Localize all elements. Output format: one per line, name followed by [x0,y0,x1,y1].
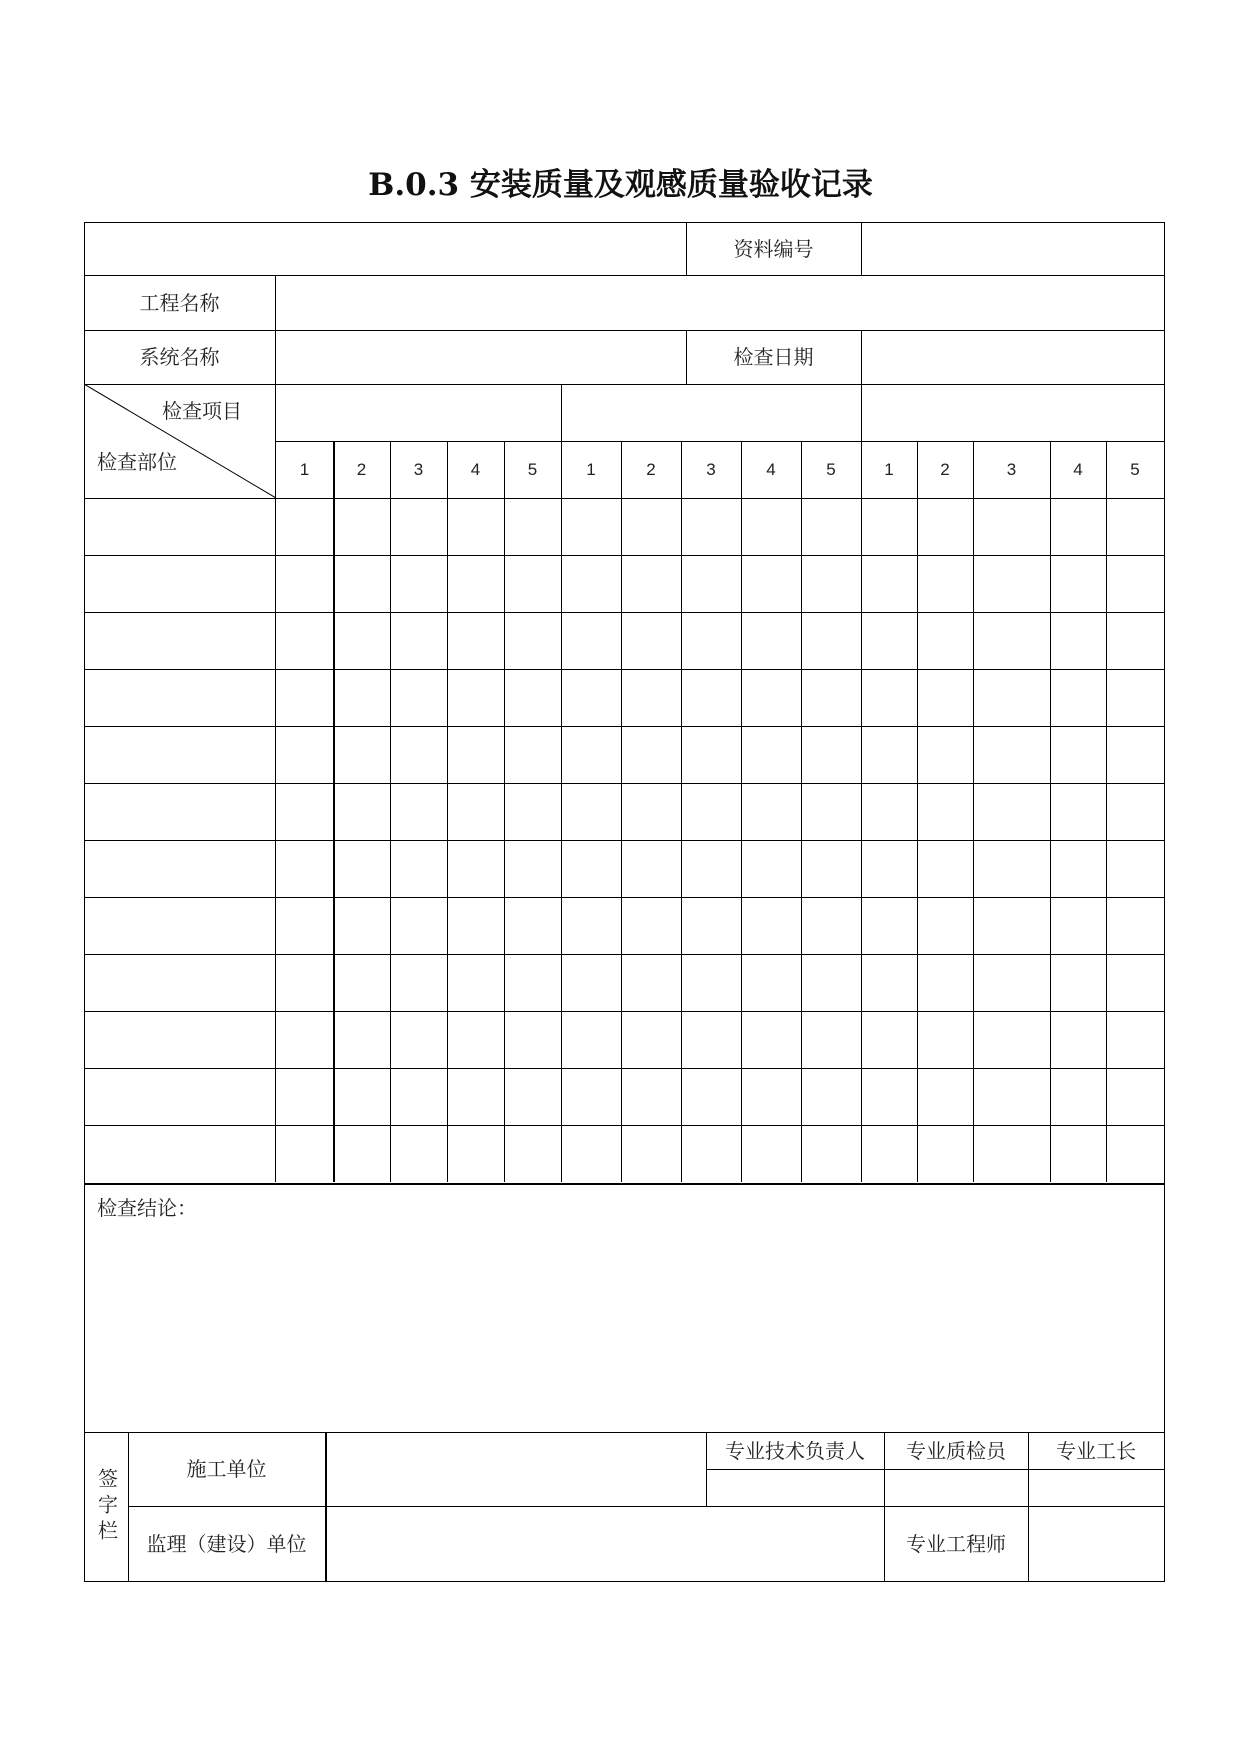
check-cell[interactable] [974,556,1050,612]
project-name-label: 工程名称 [139,290,220,315]
check-cell[interactable] [1107,784,1164,840]
check-cell[interactable] [391,955,447,1011]
check-cell[interactable] [562,670,621,726]
check-cell[interactable] [562,556,621,612]
check-cell[interactable] [682,613,741,669]
check-cell[interactable] [622,898,681,954]
check-cell[interactable] [505,499,561,555]
check-cell[interactable] [682,499,741,555]
check-cell[interactable] [1051,1126,1106,1182]
check-cell[interactable] [448,727,504,783]
check-cell[interactable] [276,556,333,612]
check-cell[interactable] [505,1069,561,1125]
check-cell[interactable] [562,613,621,669]
check-cell[interactable] [918,1012,973,1068]
check-cell[interactable] [1051,499,1106,555]
check-cell[interactable] [391,1069,447,1125]
check-cell[interactable] [862,670,917,726]
sub-number: 5 [1130,460,1140,479]
check-cell[interactable] [1051,1012,1106,1068]
check-cell[interactable] [742,898,801,954]
check-cell[interactable] [391,613,447,669]
check-cell[interactable] [334,613,390,669]
check-cell[interactable] [1051,556,1106,612]
check-cell[interactable] [622,1069,681,1125]
check-cell[interactable] [391,841,447,897]
conclusion-field[interactable] [85,1220,1163,1430]
check-cell[interactable] [742,955,801,1011]
check-cell[interactable] [562,1069,621,1125]
check-cell[interactable] [505,556,561,612]
location-cell[interactable] [85,727,275,783]
check-cell[interactable] [742,727,801,783]
check-cell[interactable] [276,727,333,783]
check-cell[interactable] [918,1126,973,1182]
check-cell[interactable] [862,1126,917,1182]
foreman-label: 专业工长 [1056,1438,1136,1463]
sub-number: 1 [586,460,596,479]
signature-section-label: 签字栏 [94,1468,119,1546]
check-cell[interactable] [742,841,801,897]
check-cell[interactable] [334,499,390,555]
construction-unit-field[interactable] [327,1433,705,1506]
check-cell[interactable] [622,1126,681,1182]
check-cell[interactable] [802,955,861,1011]
check-cell[interactable] [622,670,681,726]
check-cell[interactable] [742,1069,801,1125]
check-cell[interactable] [276,613,333,669]
check-cell[interactable] [862,955,917,1011]
check-cell[interactable] [448,784,504,840]
check-cell[interactable] [1051,898,1106,954]
check-cell[interactable] [334,784,390,840]
check-cell[interactable] [562,955,621,1011]
check-cell[interactable] [974,898,1050,954]
tech-lead-signature[interactable] [707,1470,884,1506]
check-cell[interactable] [334,1012,390,1068]
check-cell[interactable] [505,1012,561,1068]
check-cell[interactable] [742,499,801,555]
check-cell[interactable] [276,670,333,726]
sub-number: 1 [299,460,310,479]
engineer-signature[interactable] [1029,1507,1164,1581]
check-cell[interactable] [276,1012,333,1068]
check-cell[interactable] [802,670,861,726]
supervision-unit-label: 监理（建设）单位 [146,1531,307,1556]
check-cell[interactable] [802,784,861,840]
location-cell[interactable] [85,1069,275,1125]
check-cell[interactable] [742,1012,801,1068]
conclusion-label: 检查结论： [97,1196,197,1220]
system-name-field[interactable] [276,331,686,384]
check-cell[interactable] [622,556,681,612]
check-cell[interactable] [918,898,973,954]
check-cell[interactable] [974,1012,1050,1068]
check-cell[interactable] [562,784,621,840]
check-cell[interactable] [448,556,504,612]
check-cell[interactable] [974,1069,1050,1125]
check-cell[interactable] [862,898,917,954]
location-cell[interactable] [85,613,275,669]
check-cell[interactable] [391,499,447,555]
check-cell[interactable] [918,556,973,612]
check-cell[interactable] [334,955,390,1011]
check-cell[interactable] [1051,727,1106,783]
check-cell[interactable] [448,499,504,555]
item-group-1[interactable] [276,385,560,441]
check-cell[interactable] [862,1012,917,1068]
sub-number: 3 [413,460,424,479]
check-cell[interactable] [1107,556,1164,612]
check-cell[interactable] [802,727,861,783]
sub-number: 2 [646,460,656,479]
check-cell[interactable] [622,1012,681,1068]
sub-number: 1 [884,460,894,479]
check-cell[interactable] [391,1126,447,1182]
check-cell[interactable] [505,727,561,783]
check-cell[interactable] [918,955,973,1011]
check-cell[interactable] [682,727,741,783]
check-cell[interactable] [682,1126,741,1182]
check-cell[interactable] [862,499,917,555]
sub-number: 4 [1073,460,1083,479]
check-cell[interactable] [1107,1012,1164,1068]
check-cell[interactable] [974,1126,1050,1182]
sub-number: 2 [356,460,367,479]
check-cell[interactable] [622,499,681,555]
quality-inspector-label: 专业质检员 [906,1438,1006,1463]
check-cell[interactable] [974,841,1050,897]
sub-number: 4 [766,460,776,479]
check-cell[interactable] [918,499,973,555]
check-cell[interactable] [918,613,973,669]
check-cell[interactable] [562,727,621,783]
check-cell[interactable] [505,784,561,840]
check-cell[interactable] [742,613,801,669]
check-cell[interactable] [1051,670,1106,726]
check-cell[interactable] [334,841,390,897]
page-title: B.0.3 安装质量及观感质量验收记录 [368,167,873,203]
check-cell[interactable] [1107,613,1164,669]
check-cell[interactable] [1051,955,1106,1011]
check-cell[interactable] [334,556,390,612]
check-cell[interactable] [391,727,447,783]
project-name-field[interactable] [276,276,1164,330]
quality-inspector-signature[interactable] [885,1470,1028,1506]
check-cell[interactable] [505,841,561,897]
sub-number: 3 [1006,460,1017,479]
check-cell[interactable] [505,670,561,726]
check-cell[interactable] [742,784,801,840]
system-name-label: 系统名称 [139,345,220,369]
check-cell[interactable] [334,670,390,726]
check-cell[interactable] [862,784,917,840]
check-cell[interactable] [276,841,333,897]
sub-number: 3 [706,460,716,479]
check-cell[interactable] [276,955,333,1011]
check-cell[interactable] [1107,670,1164,726]
check-cell[interactable] [562,898,621,954]
check-cell[interactable] [276,1126,333,1182]
check-cell[interactable] [802,1012,861,1068]
check-cell[interactable] [334,1126,390,1182]
location-cell[interactable] [85,1012,275,1068]
check-cell[interactable] [974,670,1050,726]
check-cell[interactable] [562,1012,621,1068]
check-cell[interactable] [1051,784,1106,840]
check-cell[interactable] [974,955,1050,1011]
check-cell[interactable] [862,841,917,897]
construction-unit-label: 施工单位 [186,1457,267,1481]
check-cell[interactable] [802,841,861,897]
check-cell[interactable] [918,841,973,897]
check-cell[interactable] [742,670,801,726]
check-date-field[interactable] [862,331,1164,384]
location-cell[interactable] [85,898,275,954]
check-cell[interactable] [1051,613,1106,669]
check-cell[interactable] [682,898,741,954]
sub-number: 4 [470,460,481,479]
check-cell[interactable] [974,613,1050,669]
location-cell[interactable] [85,955,275,1011]
check-cell[interactable] [448,670,504,726]
check-cell[interactable] [682,1012,741,1068]
check-cell[interactable] [276,1069,333,1125]
check-cell[interactable] [682,670,741,726]
check-cell[interactable] [505,955,561,1011]
check-cell[interactable] [1051,841,1106,897]
corner-top-label: 检查项目 [162,399,242,423]
check-cell[interactable] [918,784,973,840]
check-cell[interactable] [334,898,390,954]
check-cell[interactable] [862,1069,917,1125]
check-cell[interactable] [742,1126,801,1182]
check-cell[interactable] [802,1126,861,1182]
check-cell[interactable] [802,898,861,954]
check-cell[interactable] [682,1069,741,1125]
check-cell[interactable] [562,1126,621,1182]
check-cell[interactable] [391,1012,447,1068]
check-cell[interactable] [448,1012,504,1068]
form-line [84,1183,1165,1185]
supervision-unit-field[interactable] [327,1507,884,1581]
check-cell[interactable] [562,841,621,897]
check-cell[interactable] [391,784,447,840]
corner-bottom-label: 检查部位 [97,450,177,474]
location-cell[interactable] [85,499,275,555]
check-cell[interactable] [802,556,861,612]
check-cell[interactable] [1107,499,1164,555]
check-cell[interactable] [974,727,1050,783]
check-cell[interactable] [802,499,861,555]
check-cell[interactable] [622,955,681,1011]
check-cell[interactable] [742,556,801,612]
check-cell[interactable] [918,727,973,783]
check-cell[interactable] [918,670,973,726]
sub-number: 2 [940,460,950,479]
check-cell[interactable] [622,841,681,897]
item-group-2[interactable] [561,385,861,441]
item-group-3[interactable] [862,385,1164,441]
check-cell[interactable] [391,898,447,954]
check-cell[interactable] [622,727,681,783]
check-cell[interactable] [1107,727,1164,783]
location-cell[interactable] [85,1126,275,1182]
check-cell[interactable] [448,898,504,954]
check-cell[interactable] [448,955,504,1011]
check-cell[interactable] [505,613,561,669]
foreman-signature[interactable] [1029,1470,1164,1506]
check-cell[interactable] [334,727,390,783]
check-cell[interactable] [802,1069,861,1125]
check-cell[interactable] [276,784,333,840]
location-cell[interactable] [85,556,275,612]
check-cell[interactable] [682,784,741,840]
check-cell[interactable] [276,499,333,555]
check-cell[interactable] [1051,1069,1106,1125]
doc-no-field[interactable] [862,223,1164,275]
check-cell[interactable] [918,1069,973,1125]
form-line [1164,222,1165,1582]
check-cell[interactable] [505,1126,561,1182]
doc-no-label: 资料编号 [733,236,814,261]
check-cell[interactable] [862,727,917,783]
check-cell[interactable] [682,841,741,897]
form-line [84,1581,1165,1582]
sub-number: 5 [527,460,538,479]
check-cell[interactable] [974,499,1050,555]
check-cell[interactable] [682,556,741,612]
check-cell[interactable] [1107,1126,1164,1182]
check-cell[interactable] [1107,955,1164,1011]
check-cell[interactable] [622,784,681,840]
tech-lead-label: 专业技术负责人 [725,1438,865,1463]
location-cell[interactable] [85,841,275,897]
check-cell[interactable] [682,955,741,1011]
check-cell[interactable] [1107,898,1164,954]
engineer-label: 专业工程师 [906,1531,1006,1556]
location-cell[interactable] [85,670,275,726]
check-cell[interactable] [862,613,917,669]
check-cell[interactable] [448,1069,504,1125]
check-cell[interactable] [391,556,447,612]
check-cell[interactable] [505,898,561,954]
check-cell[interactable] [974,784,1050,840]
check-date-label: 检查日期 [733,345,814,369]
check-cell[interactable] [448,841,504,897]
check-cell[interactable] [276,898,333,954]
check-cell[interactable] [862,556,917,612]
check-cell[interactable] [334,1069,390,1125]
check-cell[interactable] [562,499,621,555]
check-cell[interactable] [802,613,861,669]
check-cell[interactable] [622,613,681,669]
check-cell[interactable] [391,670,447,726]
location-cell[interactable] [85,784,275,840]
check-cell[interactable] [448,1126,504,1182]
check-cell[interactable] [1107,841,1164,897]
check-cell[interactable] [1107,1069,1164,1125]
sub-number: 5 [826,460,836,479]
check-cell[interactable] [448,613,504,669]
